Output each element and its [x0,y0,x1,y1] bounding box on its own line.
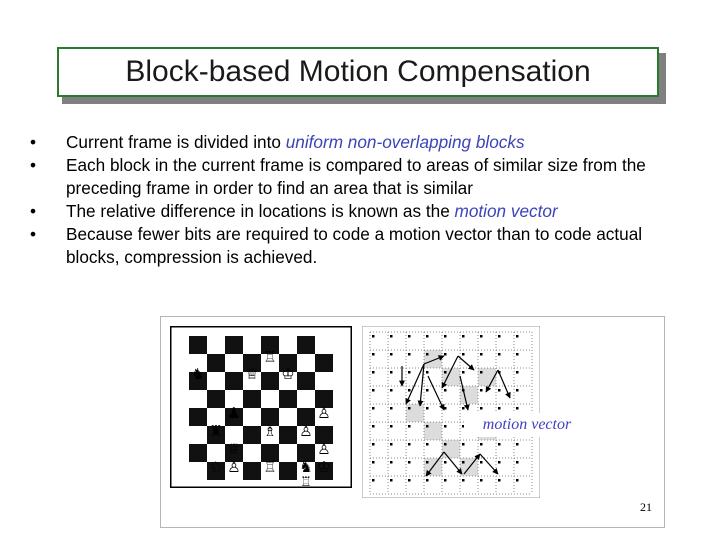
grid-dot [462,407,465,410]
king-piece-icon: ♔ [317,458,331,476]
grid-dot [516,371,519,374]
bullet-item [30,223,690,269]
grid-dot [408,353,411,356]
chess-square [243,426,261,444]
chess-square [243,462,261,480]
chess-square [207,390,225,408]
grid-dot [462,335,465,338]
grid-dot [390,479,393,482]
pawn-piece-icon: ♙ [317,440,331,458]
grid-dot [444,407,447,410]
grid-dot [372,389,375,392]
knight-piece-icon: ♘ [209,458,223,476]
grid-dot [372,407,375,410]
grid-dot [516,389,519,392]
rook-piece-icon: ♖ [263,458,277,476]
bishop-piece-icon: ♗ [263,422,277,440]
chess-square [225,336,243,354]
bullet-symbol: • [30,224,37,244]
grid-dot [516,461,519,464]
bullet-list [30,131,690,269]
grid-dot [408,461,411,464]
chess-square [279,462,297,480]
pawn-piece-icon: ♟ [227,404,241,422]
grid-dot [408,335,411,338]
bullet-text: Each block in the current frame is compared to areas of similar size from the preceding frame in order to find an area that is similar [66,155,646,198]
grid-dot [516,407,519,410]
grid-dot [444,335,447,338]
chess-square [279,426,297,444]
pawn-piece-icon: ♙ [227,458,241,476]
grid-dot [408,389,411,392]
chess-square [189,408,207,426]
bullet-emphasis: uniform non-overlapping blocks [285,132,525,152]
grid-dot [408,479,411,482]
bullet-symbol: • [30,132,37,152]
bullet-text: The relative difference in locations is known as the [66,201,455,221]
motion-vector-label: motion vector [464,413,590,437]
rook-piece-icon: ♖ [263,348,277,366]
king-piece-icon: ♔ [281,365,295,383]
chess-square [243,390,261,408]
grid-dot [408,425,411,428]
chess-square [261,372,279,390]
grid-dot [498,335,501,338]
bullet-symbol: • [30,201,37,221]
title-box [57,47,659,97]
knight-piece-icon: ♞ [299,458,313,476]
bullet-item [30,131,690,154]
grid-dot [444,425,447,428]
grid-dot [444,479,447,482]
grid-cell-shaded [424,350,442,368]
grid-dot [372,335,375,338]
grid-dot [462,353,465,356]
bullet-symbol: • [30,155,37,175]
bullet-item [30,200,690,223]
slide-title: Block-based Motion Compensation [125,55,591,88]
grid-dot [462,371,465,374]
grid-cell-shaded [442,440,460,458]
rook-piece-icon: ♖ [300,475,312,488]
grid-dot [480,371,483,374]
grid-dot [390,335,393,338]
grid-cell-shaded [478,368,496,386]
chess-square [297,336,315,354]
grid-dot [498,443,501,446]
grid-dot [390,389,393,392]
grid-dot [390,353,393,356]
grid-dot [480,389,483,392]
chessboard-icon [170,326,352,488]
grid-dot [372,353,375,356]
grid-dot [372,443,375,446]
grid-dot [390,371,393,374]
bullet-emphasis: motion vector [454,201,558,221]
grid-dot [462,461,465,464]
grid-dot [480,443,483,446]
grid-cell-shaded [424,422,442,440]
grid-dot [426,407,429,410]
grid-dot [444,389,447,392]
grid-dot [390,407,393,410]
grid-dot [444,461,447,464]
grid-dot [372,479,375,482]
grid-dot [498,407,501,410]
grid-dot [372,371,375,374]
grid-dot [408,371,411,374]
grid-dot [390,425,393,428]
pawn-piece-icon: ♙ [317,404,331,422]
grid-dot [408,407,411,410]
block-grid-icon [362,326,540,498]
chess-square [315,354,333,372]
grid-dot [498,461,501,464]
chess-square [189,444,207,462]
grid-dot [444,353,447,356]
grid-dot [408,443,411,446]
bullet-text: Current frame is divided into [66,132,286,152]
grid-dot [426,479,429,482]
grid-dot [390,461,393,464]
grid-dot [426,443,429,446]
grid-dot [426,353,429,356]
grid-dot [462,479,465,482]
grid-dot [462,443,465,446]
grid-dot [444,371,447,374]
grid-dot [516,353,519,356]
chess-square [207,354,225,372]
grid-dot [480,461,483,464]
grid-dot [426,425,429,428]
rook-piece-icon: ♜ [209,422,223,440]
chess-square [189,336,207,354]
grid-dot [480,353,483,356]
queen-piece-icon: ♕ [227,440,241,458]
grid-dot [516,479,519,482]
grid-dot [426,371,429,374]
grid-dot [390,443,393,446]
grid-dot [426,335,429,338]
grid-dot [480,407,483,410]
grid-dot [480,479,483,482]
grid-dot [372,425,375,428]
grid-cell-shaded [406,404,424,422]
chess-square [297,372,315,390]
grid-dot [372,461,375,464]
bullet-item [30,154,690,200]
grid-dot [480,335,483,338]
grid-dot [516,335,519,338]
grid-dot [516,443,519,446]
grid-dot [444,443,447,446]
chess-square [279,390,297,408]
page-number: 21 [640,500,652,514]
pawn-piece-icon: ♙ [299,422,313,440]
queen-piece-icon: ♕ [245,365,259,383]
grid-dot [498,479,501,482]
bullet-text: Because fewer bits are required to code a motion vector than to code actual blocks, compression is achieved. [66,224,643,267]
grid-dot [426,389,429,392]
grid-dot [426,461,429,464]
grid-dot [498,389,501,392]
grid-dot [498,353,501,356]
knight-piece-icon: ♞ [191,365,205,383]
chess-square [225,372,243,390]
